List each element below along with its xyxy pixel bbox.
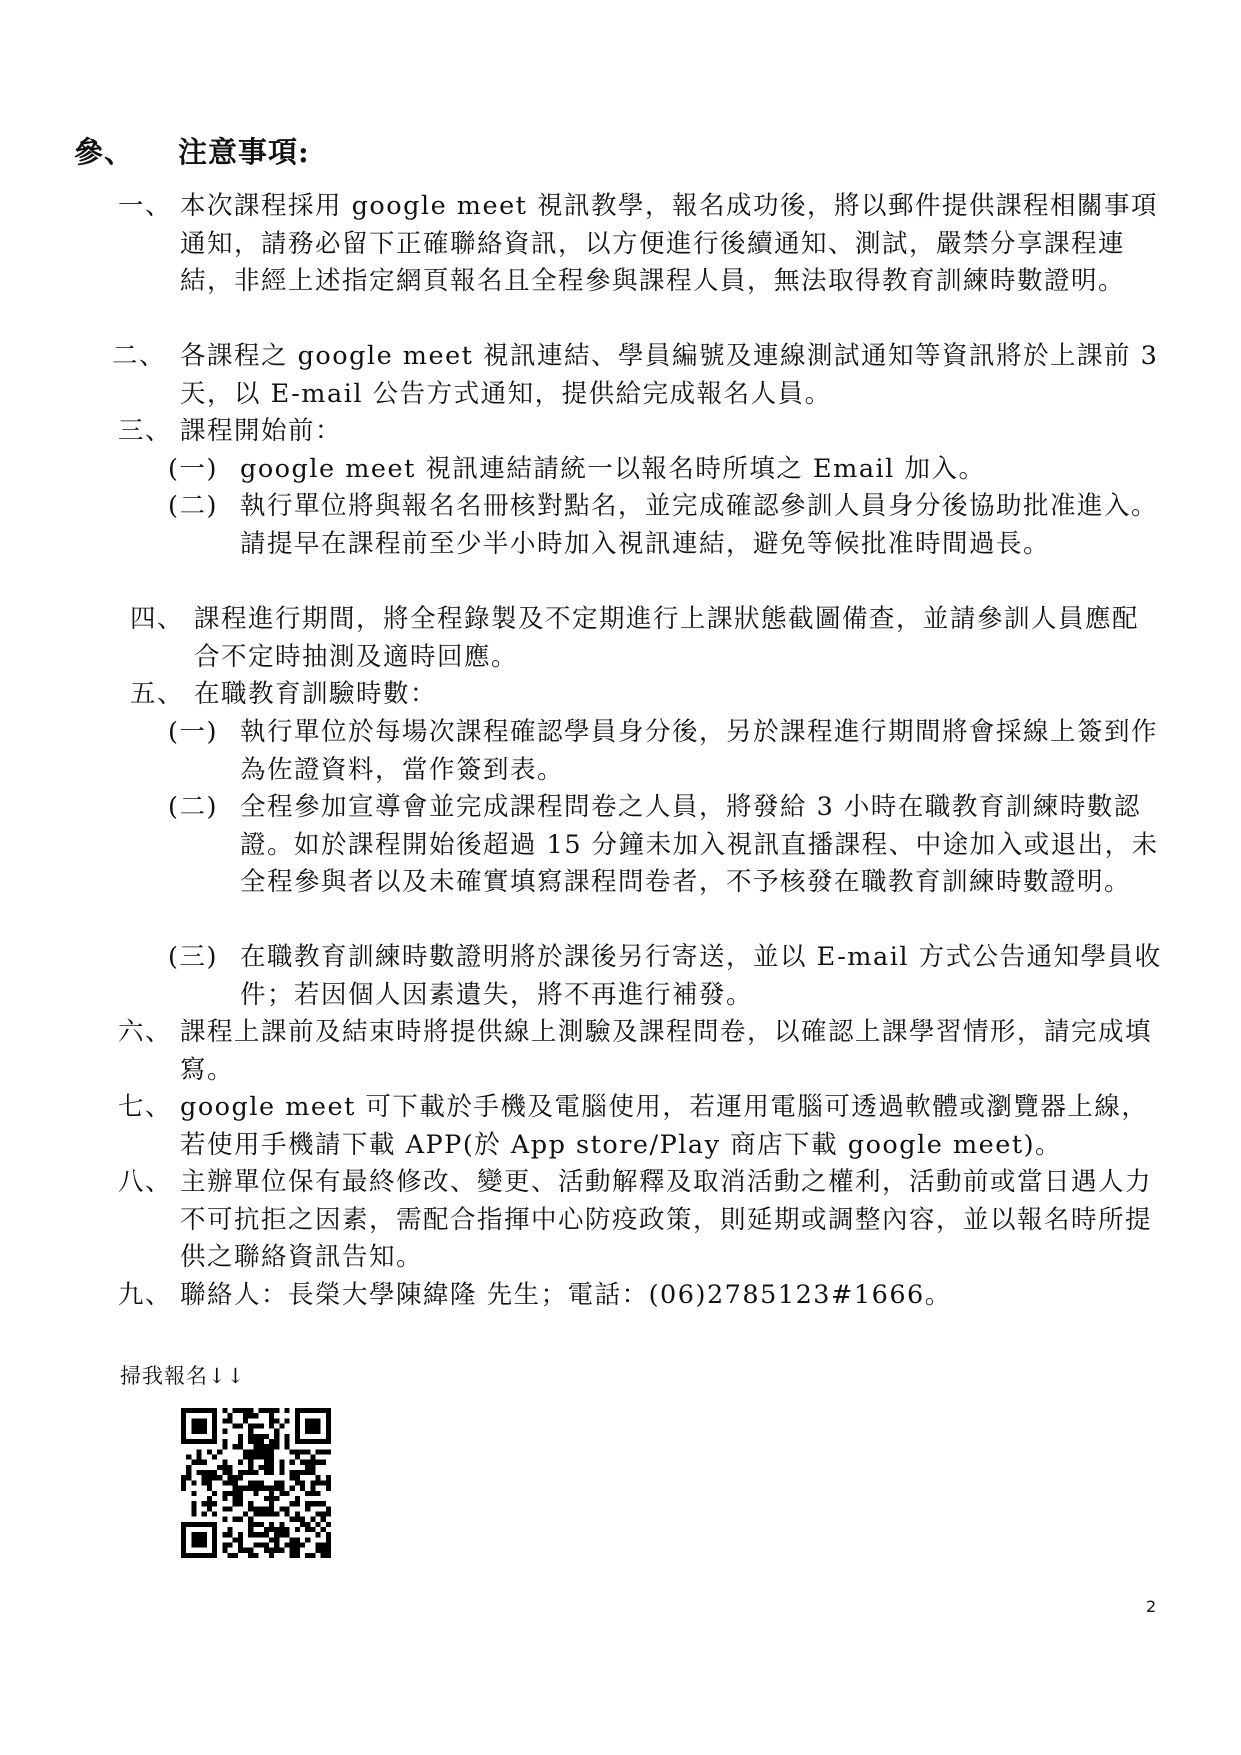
item-label: 九、 xyxy=(118,1280,173,1310)
list-item xyxy=(118,188,1162,301)
list-item xyxy=(130,676,1162,714)
section-title: 注意事項: xyxy=(178,135,310,169)
list-item xyxy=(118,1277,1162,1315)
item-label: (二) xyxy=(168,491,218,521)
item-text: 全程參加宣導會並完成課程問卷之人員，將發給 3 小時在職教育訓練時數認證。如於課程開始後超過 15 分鐘未加入視訊直播課程、中途加入或退出，未全程參與者以及未確實填寫課程問卷者，不予核發在職教育訓練時數證明。 xyxy=(240,792,1159,897)
list-item xyxy=(118,1089,1162,1164)
page-number: 2 xyxy=(1146,1597,1157,1616)
item-text: 本次課程採用 google meet 視訊教學，報名成功後，將以郵件提供課程相關事項通知，請務必留下正確聯絡資訊，以方便進行後續通知、測試，嚴禁分享課程連結，非經上述指定網頁報名且全程參與課程人員，無法取得教育訓練時數證明。 xyxy=(180,191,1159,296)
scan-to-register-label: 掃我報名↓↓ xyxy=(120,1364,246,1388)
item-label: 五、 xyxy=(130,679,185,709)
item-text: 課程上課前及結束時將提供線上測驗及課程問卷，以確認上課學習情形，請完成填寫。 xyxy=(180,1017,1153,1085)
item-label: 七、 xyxy=(118,1092,173,1122)
item-text: 課程進行期間，將全程錄製及不定期進行上課狀態截圖備查，並請參訓人員應配合不定時抽測及適時回應。 xyxy=(194,604,1140,672)
item-text: google meet 可下載於手機及電腦使用，若運用電腦可透過軟體或瀏覽器上線，若使用手機請下載 APP(於 App store/Play 商店下載 google meet)。 xyxy=(180,1092,1149,1160)
section-number: 參、 xyxy=(74,135,135,169)
sub-list-item xyxy=(168,714,1162,789)
item-label: 一、 xyxy=(118,191,173,221)
item-label: 六、 xyxy=(118,1017,173,1047)
qr-code-icon[interactable] xyxy=(181,1408,331,1558)
sub-list-item xyxy=(168,451,1162,489)
item-text: 聯絡人：長榮大學陳緯隆 先生；電話：(06)2785123#1666。 xyxy=(180,1280,952,1310)
item-label: 四、 xyxy=(130,604,185,634)
sub-list-item xyxy=(168,789,1162,902)
list-item xyxy=(112,338,1162,413)
list-item xyxy=(118,1164,1162,1277)
item-text: 在職教育訓驗時數： xyxy=(194,679,438,709)
list-item xyxy=(118,413,1162,451)
sub-list-item xyxy=(168,939,1162,1014)
section-heading xyxy=(74,130,310,171)
item-text: 課程開始前： xyxy=(180,416,343,446)
item-label: 二、 xyxy=(112,341,167,371)
item-text: 主辦單位保有最終修改、變更、活動解釋及取消活動之權利，活動前或當日遇人力不可抗拒之因素，需配合指揮中心防疫政策，則延期或調整內容，並以報名時所提供之聯絡資訊告知。 xyxy=(180,1167,1153,1272)
item-text: 在職教育訓練時數證明將於課後另行寄送，並以 E-mail 方式公告通知學員收件；若因個人因素遺失，將不再進行補發。 xyxy=(240,942,1162,1010)
item-label: 三、 xyxy=(118,416,173,446)
item-text: google meet 視訊連結請統一以報名時所填之 Email 加入。 xyxy=(240,454,986,484)
list-item xyxy=(118,1014,1162,1089)
item-text: 執行單位將與報名名冊核對點名，並完成確認參訓人員身分後協助批准進入。請提早在課程前至少半小時加入視訊連結，避免等候批准時間過長。 xyxy=(240,491,1159,559)
item-label: (一) xyxy=(168,717,218,747)
list-item xyxy=(130,601,1162,676)
item-label: (三) xyxy=(168,942,218,972)
item-label: 八、 xyxy=(118,1167,173,1197)
item-label: (一) xyxy=(168,454,218,484)
sub-list-item xyxy=(168,488,1162,563)
item-text: 執行單位於每場次課程確認學員身分後，另於課程進行期間將會採線上簽到作為佐證資料，當作簽到表。 xyxy=(240,717,1159,785)
item-label: (二) xyxy=(168,792,218,822)
item-text: 各課程之 google meet 視訊連結、學員編號及連線測試通知等資訊將於上課前 3 天，以 E-mail 公告方式通知，提供給完成報名人員。 xyxy=(180,341,1159,409)
